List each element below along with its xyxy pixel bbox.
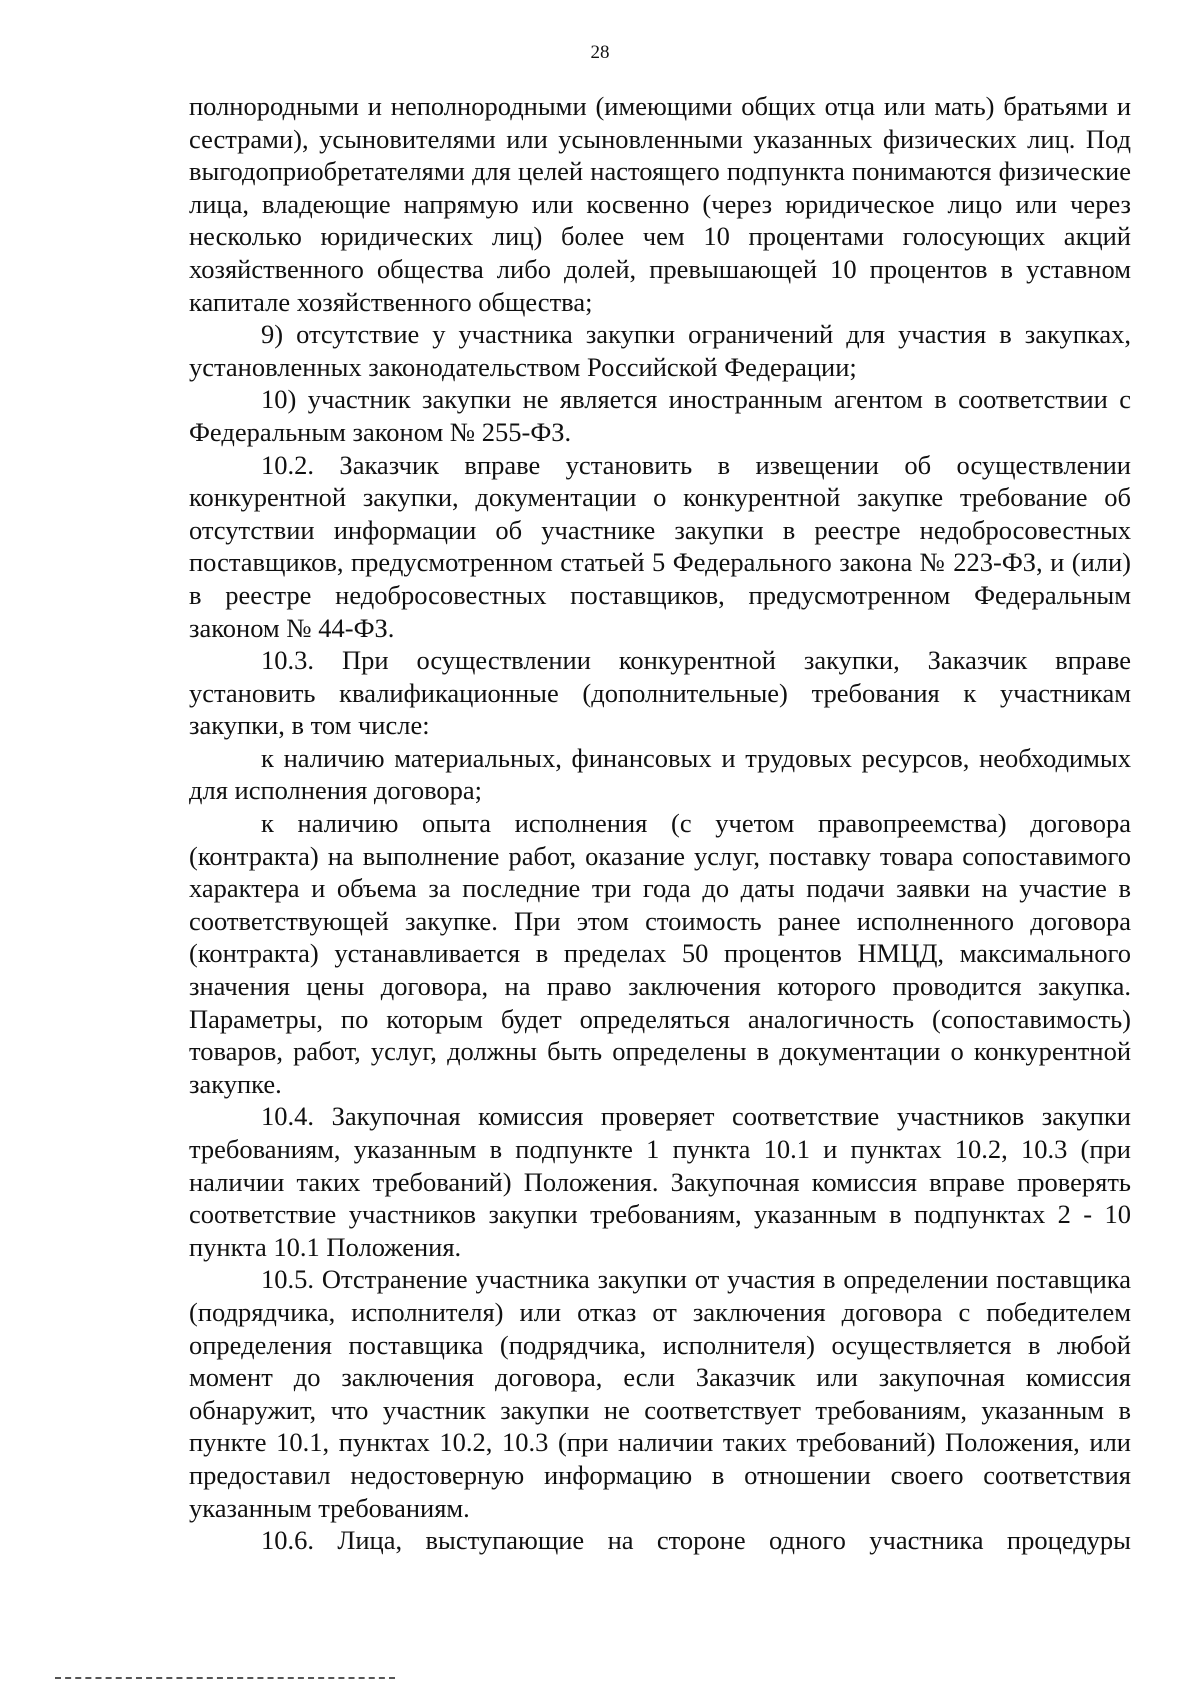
paragraph-10-3: 10.3. При осуществлении конкурентной закупки, Заказчик вправе установить квалификационные (дополнительные) требования к участникам закупки, в том числе:	[189, 645, 1131, 741]
page-number: 28	[590, 42, 610, 63]
paragraph-resources-requirement: к наличию материальных, финансовых и трудовых ресурсов, необходимых для исполнения договора;	[189, 742, 1131, 806]
paragraph-10-2: 10.2. Заказчик вправе установить в извещении об осуществлении конкурентной закупки, документации о конкурентной закупке требование об отсутствии информации об участнике закупки в реестре недобросовестных поставщиков, предусмотренном статьей 5 Федерального закона № 223-ФЗ, и (или) в реестре недобросовестных поставщиков, предусмотренном Федеральным законом № 44-ФЗ.	[189, 449, 1131, 643]
document-body	[189, 90, 1131, 1557]
paragraph-item-9: 9) отсутствие у участника закупки ограничений для участия в закупках, установленных законодательством Российской Федерации;	[189, 319, 1131, 382]
paragraph-10-4: 10.4. Закупочная комиссия проверяет соответствие участников закупки требованиям, указанным в подпункте 1 пункта 10.1 и пунктах 10.2, 10.3 (при наличии таких требований) Положения. Закупочная комиссия вправе проверять соответствие участников закупки требованиям, указанным в подпунктах 2 - 10 пункта 10.1 Положения.	[189, 1101, 1131, 1262]
paragraph-beneficiaries-continued: полнородными и неполнородными (имеющими общих отца или мать) братьями и сестрами), усыновителями или усыновленными указанных физических лиц. Под выгодоприобретателями для целей настоящего подпункта понимаются физические лица, владеющие напрямую или косвенно (через юридическое лицо или через несколько юридических лиц) более чем 10 процентами голосующих акций хозяйственного общества либо долей, превышающей 10 процентов в уставном капитале хозяйственного общества;	[189, 91, 1131, 317]
paragraph-10-6: 10.6. Лица, выступающие на стороне одного участника процедуры	[261, 1525, 1131, 1556]
paragraph-item-10: 10) участник закупки не является иностранным агентом в соответствии с Федеральным законом № 255-ФЗ.	[189, 384, 1131, 447]
paragraph-10-5: 10.5. Отстранение участника закупки от участия в определении поставщика (подрядчика, исполнителя) или отказ от заключения договора с победителем определения поставщика (подрядчика, исполнителя) осуществляется в любой момент до заключения договора, если Заказчик или закупочная комиссия обнаружит, что участник закупки не соответствует требованиям, указанным в пункте 10.1, пунктах 10.2, 10.3 (при наличии таких требований) Положения, или предоставил недостоверную информацию в отношении своего соответствия указанным требованиям.	[189, 1264, 1131, 1523]
paragraph-experience-requirement: к наличию опыта исполнения (с учетом правопреемства) договора (контракта) на выполнение работ, оказание услуг, поставку товара сопоставимого характера и объема за последние три года до даты подачи заявки на участие в соответствующей закупке. При этом стоимость ранее исполненного договора (контракта) устанавливается в пределах 50 процентов НМЦД, максимального значения цены договора, на право заключения которого проводится закупка. Параметры, по которым будет определяться аналогичность (сопоставимость) товаров, работ, услуг, должны быть определены в документации о конкурентной закупке.	[189, 808, 1131, 1099]
footnote-separator-line	[55, 1677, 395, 1679]
